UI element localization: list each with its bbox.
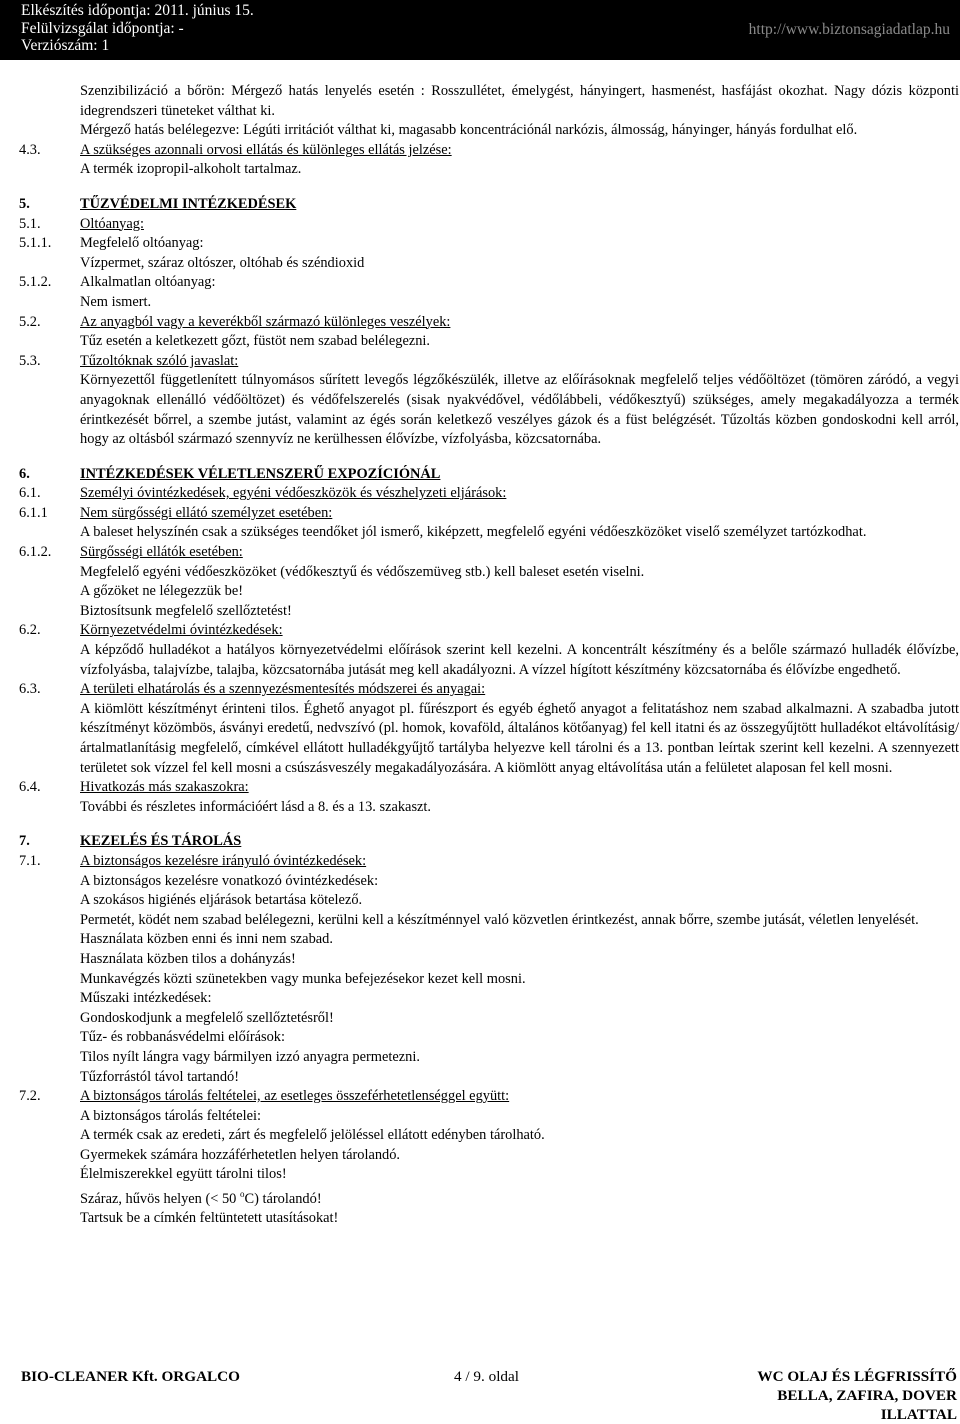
chapter-7-heading: 7. KEZELÉS ÉS TÁROLÁS — [19, 833, 242, 850]
section-6-3: 6.3. A területi elhatárolás és a szennyezésmentesítés módszerei és anyagai: — [19, 681, 486, 698]
section-text: A szokásos higiénés eljárások betartása kötelező. — [80, 892, 363, 909]
section-5-2: 5.2. Az anyagból vagy a keverékből származó különleges veszélyek: — [19, 313, 451, 330]
section-text: Gondoskodjunk a megfelelő szellőztetésről! — [80, 1009, 334, 1026]
chapter-6-heading: 6. INTÉZKEDÉSEK VÉLETLENSZERŰ EXPOZÍCIÓNÁL — [19, 465, 441, 482]
section-text: Környezettől függetlenített túlnyomásos sűrített levegős légzőkészülék, illetve az előírásoknak megfelelő teljes védőöltözet (tömören záródó, a vegyi anyagoknak ellenálló védőöltözet) és védőfelszerelés (sisak nyakvédővel, védőlábbeli, védőkesztyű) szükséges, amely megakadályozza a termék érintkezését bőrrel, a szembe jutást, valamint az égés során keletkező veszélyes gázok és a füst belégzését. Tűzoltás közben gondoskodni kell arról, hogy az oltásból származó szennyvíz ne kerülhessen élővízbe, vízfolyásba, közcsatornába. — [80, 372, 959, 448]
section-text: Tilos nyílt lángra vagy bármilyen izzó anyagra permetezni. — [80, 1048, 420, 1065]
section4-paragraph-1: Szenzibilizáció a bőrön: Mérgező hatás lenyelés esetén : Rosszullétet, émelygést, hányingert, hasmenést, hasfájást okozhat. Nagy dózis központi idegrendszeri tüneteket válthat ki. — [80, 83, 959, 119]
header-info — [21, 2, 254, 55]
section-text: Élelmiszerekkel együtt tárolni tilos! — [80, 1166, 287, 1183]
section4-paragraph-2: Mérgező hatás belélegezve: Légúti irritációt válthat ki, magasabb koncentrációnál narkózis, álmosság, hányinger, hányás fordulhat elő. — [80, 122, 858, 139]
section-6-1: 6.1. Személyi óvintézkedések, egyéni védőeszközök és vészhelyzeti eljárások: — [19, 485, 507, 502]
section-text: Permetét, ködét nem szabad belélegezni, kerülni kell a készítménnyel való közvetlen érintkezést, annak bőrre, szembe jutását, véletlen lenyelését. — [80, 911, 919, 928]
section-5-1-1: 5.1.1. Megfelelő oltóanyag: — [19, 235, 204, 252]
revision-date: Felülvizsgálat időpontja: - — [21, 19, 184, 37]
section-6-2: 6.2. Környezetvédelmi óvintézkedések: — [19, 622, 283, 639]
section-text: A biztonságos kezelésre vonatkozó óvintézkedések: — [80, 872, 379, 889]
section-6-1-1: 6.1.1 Nem sürgősségi ellátó személyzet esetében: — [19, 504, 333, 521]
section-text: Vízpermet, száraz oltószer, oltóhab és széndioxid — [80, 254, 365, 271]
section-text: A képződő hulladékot a hatályos környezetvédelmi előírások szerint kell kezelni. A koncentrált készítmény és a belőle származó hulladék élővízbe, vízfolyásba, talajvízbe, talajba, közcsatornába jutását meg kell akadályozni. A vízzel hígított készítmény közcsatornába és élővízbe engedhető. — [80, 642, 959, 678]
section-7-2: 7.2. A biztonságos tárolás feltételei, az esetleges összeférhetetlenséggel együtt: — [19, 1088, 510, 1105]
section-text: Tűzforrástól távol tartandó! — [80, 1068, 240, 1085]
section-text: A biztonságos tárolás feltételei: — [80, 1107, 262, 1124]
section-text: Nem ismert. — [80, 293, 152, 310]
section-text: Használata közben tilos a dohányzás! — [80, 950, 296, 967]
section-text: Műszaki intézkedések: — [80, 990, 212, 1007]
storage-temperature-line: Száraz, hűvös helyen (< 50 $^o$C) tárolandó! — [80, 1189, 322, 1207]
section-4-3 — [19, 141, 959, 161]
page-header — [0, 0, 960, 60]
section-text: További és részletes információért lásd a 8. és a 13. szakaszt. — [80, 798, 432, 815]
section-text: Használata közben enni és inni nem szabad. — [80, 931, 333, 948]
section-text: Gyermekek számára hozzáférhetetlen helyen tárolandó. — [80, 1146, 401, 1163]
section-text: A kiömlött készítményt érinteni tilos. Éghető anyagot pl. fűrészport és egyéb éghető anyagot a felitatáshoz nem szabad alkalmazni. A szabadba jutott készítményt közömbös, ásványi eredetű, nedvszívó (pl. homok, kovaföld, általános kötőanyag) fel kell itatni és az összegyűjtött hulladékot eltávolításig/ártalmatlanításig megfelelő, címkével ellátott hulladékgyűjtő tartályba helyezve kell tárolni és a 13. pontban leírtak szerint kell kezelni. A szennyezett területet sok vízzel fel kell mosni a csúszásveszély megakadályozására. A kiömlött anyag eltávolítása után a felületet alaposan fel kell mosni. — [80, 700, 959, 776]
section-5-1-2: 5.1.2. Alkalmatlan oltóanyag: — [19, 274, 216, 291]
section-title: A szükséges azonnali orvosi ellátás és különleges ellátás jelzése: — [80, 141, 452, 158]
section-text: Tartsuk be a címkén feltüntetett utasításokat! — [80, 1210, 339, 1227]
section-text: Tűz esetén a keletkezett gőzt, füstöt nem szabad belélegezni. — [80, 333, 431, 350]
section-5-1: 5.1. Oltóanyag: — [19, 215, 144, 232]
section-text: Biztosítsunk megfelelő szellőztetést! — [80, 602, 292, 619]
section-text: Tűz- és robbanásvédelmi előírások: — [80, 1029, 285, 1046]
section-text: A termék izopropil-alkoholt tartalmaz. — [80, 161, 302, 178]
section-7-1: 7.1. A biztonságos kezelésre irányuló óvintézkedések: — [19, 852, 367, 869]
section-text: A gőzöket ne lélegezzük be! — [80, 583, 244, 600]
section-6-1-2: 6.1.2. Sürgősségi ellátók esetében: — [19, 544, 243, 561]
document-body — [19, 82, 959, 1229]
footer-product-name: WC OLAJ ÉS LÉGFRISSÍTŐ BELLA, ZAFIRA, DOVER ILLATTAL — [757, 1368, 957, 1423]
header-url-link[interactable]: http://www.biztonsagiadatlap.hu — [748, 21, 950, 38]
section-text: Munkavégzés közti szünetekben vagy munka befejezésekor kezet kell mosni. — [80, 970, 526, 987]
footer-company: BIO-CLEANER Kft. ORGALCO — [21, 1368, 240, 1385]
section-6-4: 6.4. Hivatkozás más szakaszokra: — [19, 779, 249, 796]
chapter-5-heading: 5. TŰZVÉDELMI INTÉZKEDÉSEK — [19, 195, 297, 212]
section-text: A baleset helyszínén csak a szükséges teendőket jól ismerő, kiképzett, megfelelő egyéni védőeszközöket viselő személyzet tartózkodhat. — [80, 524, 867, 541]
section-text: A termék csak az eredeti, zárt és megfelelő jelöléssel ellátott edényben tárolható. — [80, 1127, 545, 1144]
footer-page-number: 4 / 9. oldal — [454, 1368, 519, 1385]
version-number: Verziószám: 1 — [21, 37, 110, 54]
section-text: Megfelelő egyéni védőeszközöket (védőkesztyű és védőszemüveg stb.) kell baleset esetén viselni. — [80, 563, 645, 580]
creation-date: Elkészítés időpontja: 2011. június 15. — [21, 2, 254, 19]
section-number: 4.3. — [19, 141, 41, 158]
section-5-3: 5.3. Tűzoltóknak szóló javaslat: — [19, 352, 239, 369]
